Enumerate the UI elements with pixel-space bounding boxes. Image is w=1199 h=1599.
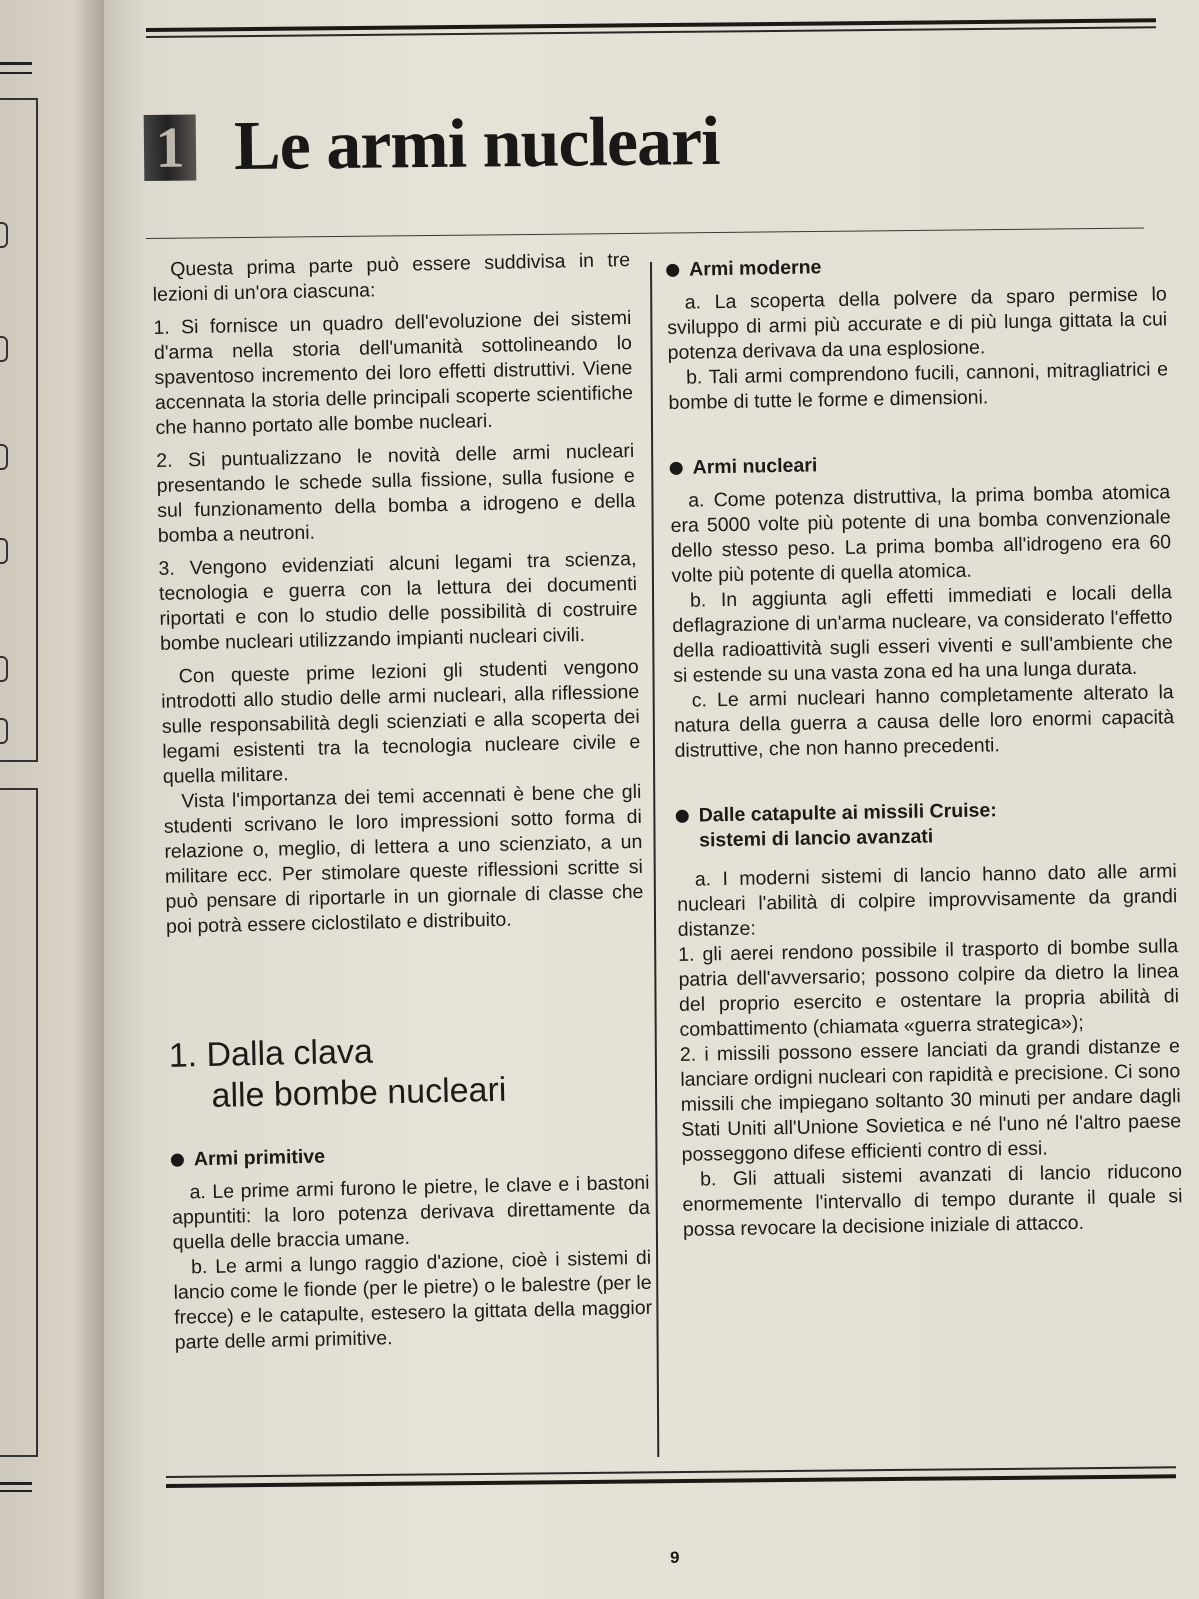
page-number: 9 [670,1548,680,1567]
subheading [669,447,1169,481]
subheading-text: Armi moderne [689,256,822,281]
subheading-text: Armi nucleari [692,454,818,479]
section-title [168,1026,648,1118]
section-title-line: 1. Dalla clava [168,1032,374,1075]
list-item: 1. gli aerei rendono possibile il trasporto di bombe sulla patria dell'avversario; possono colpire da dietro la linea del proprio esercito e ostentare la propria abilità di combattimento (chiamata «guerra strategica»); [677,935,1180,1041]
facing-page-mark [0,222,8,248]
subheading [666,249,1166,283]
facing-page-mark [0,336,8,362]
body-paragraph: Vista l'importanza dei temi accennati è bene che gli studenti scrivano le loro impressioni sotto forma di relazione o, meglio, di lettera a uno scienziato, a un militare ecc. Per stimolare queste riflessioni scritte si può pensare di riportarle in un giornale di classe che poi potrà essere ciclostilato e distribuito. [163,780,644,938]
body-paragraph: c. Le armi nucleari hanno completamente alterato la natura della guerra a causa delle loro enormi capacità distruttive, che non hanno precedenti. [673,681,1175,762]
subheading-line: sistemi di lancio avanzati [698,825,934,852]
lesson-item: 2. Si puntualizzano le novità delle armi nucleari presentando le schede sulla fissione, sulla fusione e sul funzionamento della bomba a idrogeno e della bomba a neutroni. [156,439,636,547]
body-paragraph: b. Tali armi comprendono fucili, cannoni, mitragliatrici e bombe di tutte le forme e dimensioni. [668,358,1169,414]
facing-page-box [0,788,38,1457]
bullet-icon [676,810,689,823]
lesson-item: 3. Vengono evidenziati alcuni legami tra scienza, tecnologia e guerra con la lettura dei documenti riportati e con lo studio delle possibilità di costruire bombe nucleari utilizzando impianti nucleari civili. [158,547,638,655]
subheading [676,795,1177,854]
facing-page-edge [0,0,104,1599]
body-paragraph: a. I moderni sistemi di lancio hanno dato alle armi nucleari l'abilità di colpire improvvisamente da grandi distanze: [677,860,1178,941]
chapter-number: 1 [144,114,197,181]
body-paragraph: a. Le prime armi furono le pietre, le clave e i bastoni appuntiti: la loro potenza derivava direttamente da quella delle braccia umane. [171,1171,651,1254]
chapter-title: Le armi nucleari [233,102,720,186]
chapter-header [144,102,720,188]
subheading [171,1138,649,1173]
intro-paragraph: Questa prima parte può essere suddivisa in tre lezioni di un'ora ciascuna: [152,248,631,306]
facing-page-mark [0,718,8,744]
facing-page-rule [0,62,32,65]
bullet-icon [670,462,683,475]
right-column [666,249,1183,1243]
facing-page-mark [0,538,8,564]
body-paragraph: Con queste prime lezioni gli studenti vengono introdotti allo studio delle armi nucleari, alla riflessione sulle responsabilità degli scienziati e alla scoperta dei legami esistenti tra la tecnologia nucleare civile e quella militare. [161,655,641,788]
left-column [152,248,653,1356]
facing-page-rule [0,1482,32,1485]
body-paragraph: a. La scoperta della polvere da sparo permise lo sviluppo di armi più accurate e di più lunga gittata la cui potenza derivava da una esplosione. [667,283,1168,364]
subheading-text [699,798,998,853]
facing-page-rule [0,1490,32,1492]
section-title-line: alle bombe nucleari [211,1070,507,1115]
lesson-item: 1. Si fornisce un quadro dell'evoluzione dei sistemi d'arma nella storia dell'umanità sottolineando lo spaventoso incremento dei loro effetti distruttivi. Viene accennata la storia delle principali scoperte scientifiche che hanno portato alle bombe nucleari. [153,306,634,439]
bullet-icon [666,264,679,277]
bullet-icon [171,1154,184,1167]
body-paragraph: b. In aggiunta agli effetti immediati e locali della deflagrazione di un'arma nucleare, va considerato l'effetto della radioattività sugli esseri viventi e sull'ambiente che si estende su una vasta zona ed ha una lunga durata. [672,581,1173,687]
body-paragraph: a. Come potenza distruttiva, la prima bomba atomica era 5000 volte più potente di una bomba convenzionale dello stesso peso. La prima bomba all'idrogeno era 60 volte più potente di quella atomica. [670,481,1172,587]
body-paragraph: b. Gli attuali sistemi avanzati di lancio riducono enormemente l'intervallo di tempo durante il quale si possa revocare la decisione iniziale di attacco. [682,1160,1183,1241]
facing-page-mark [0,656,8,682]
subheading-line: Dalle catapulte ai missili Cruise: [698,799,997,827]
title-rule [146,228,1144,239]
subheading-text: Armi primitive [193,1145,326,1171]
facing-page-rule [0,72,32,74]
facing-page-mark [0,444,8,470]
list-item: 2. i missili possono essere lanciati da grandi distanze e lanciare ordigni nucleari con rapidità e precisione. Ci sono missili che impiegano soltanto 30 minuti per andare dagli Stati Uniti all'Unione Sovietica e né l'uno né l'altro paese posseggono difese efficienti contro di essi. [679,1035,1182,1166]
book-page [104,0,1199,1599]
top-rule [146,18,1156,32]
body-paragraph: b. Le armi a lungo raggio d'azione, cioè i sistemi di lancio come le fionde (per le pietre) o le balestre (per le frecce) e le catapulte, estesero la gittata della maggior parte delle armi primitive. [173,1246,653,1354]
